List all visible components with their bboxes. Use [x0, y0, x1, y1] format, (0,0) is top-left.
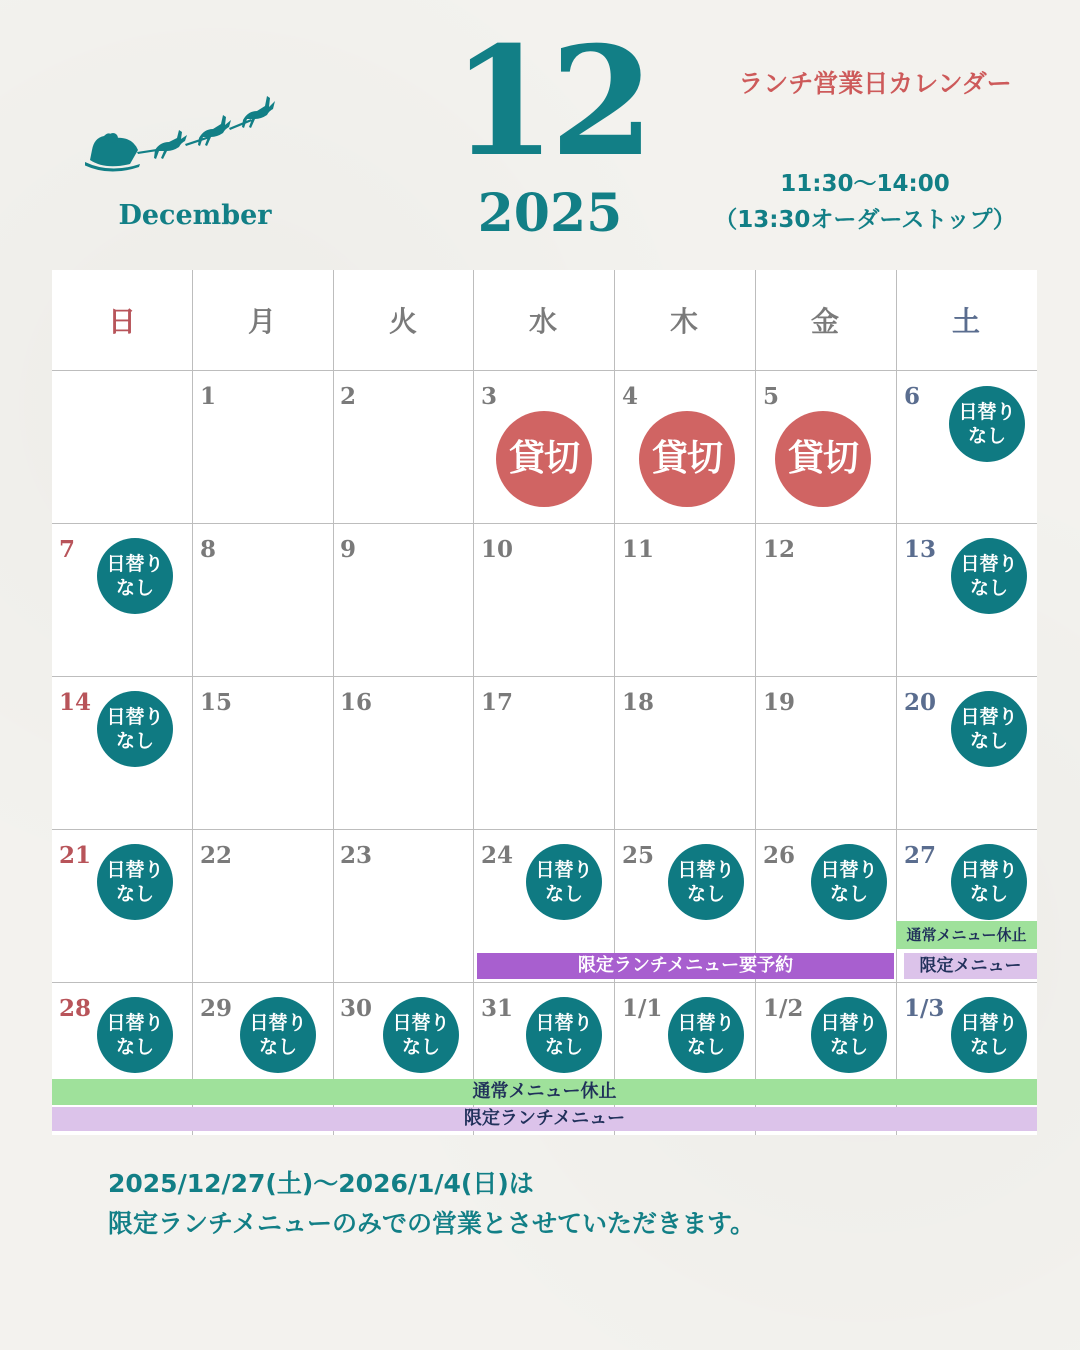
weekday-friday: 金 — [810, 305, 839, 338]
no-daily-special-badge: 日替り なし — [811, 844, 887, 920]
day-number: 6 — [904, 383, 921, 410]
day-number: 7 — [59, 536, 76, 563]
no-daily-special-badge: 日替り なし — [526, 844, 602, 920]
business-hours — [680, 166, 1050, 238]
reserved-badge: 貸切 — [496, 411, 592, 507]
grid-line — [52, 370, 1037, 371]
month-number: 12 — [451, 14, 649, 190]
reserved-badge: 貸切 — [775, 411, 871, 507]
no-daily-special-badge: 日替り なし — [97, 538, 173, 614]
day-number: 25 — [622, 842, 655, 869]
day-number: 18 — [622, 689, 655, 716]
regular-menu-closed-bar: 通常メニュー休止 — [52, 1079, 1037, 1105]
no-daily-special-badge: 日替り なし — [949, 386, 1025, 462]
day-number: 1/1 — [622, 995, 663, 1022]
day-number: 30 — [340, 995, 373, 1022]
limited-menu-bar: 限定メニュー — [904, 953, 1037, 979]
grid-line — [52, 523, 1037, 524]
day-number: 1 — [200, 383, 217, 410]
weekday-thursday: 木 — [669, 305, 698, 338]
day-number: 29 — [200, 995, 233, 1022]
grid-line — [52, 982, 1037, 983]
hours-last-order: （13:30オーダーストップ） — [714, 207, 1016, 233]
grid-line — [52, 829, 1037, 830]
day-number: 19 — [763, 689, 796, 716]
day-number: 3 — [481, 383, 498, 410]
no-daily-special-badge: 日替り なし — [951, 538, 1027, 614]
no-daily-special-badge: 日替り なし — [97, 844, 173, 920]
no-daily-special-badge: 日替り なし — [526, 997, 602, 1073]
no-daily-special-badge: 日替り なし — [811, 997, 887, 1073]
grid-line — [614, 270, 615, 1135]
calendar-subtitle: ランチ営業日カレンダー — [738, 69, 1012, 98]
regular-menu-closed-bar: 通常メニュー休止 — [896, 921, 1037, 949]
no-daily-special-badge: 日替り なし — [951, 691, 1027, 767]
grid-line — [192, 270, 193, 1135]
limited-lunch-menu-bar: 限定ランチメニュー — [52, 1107, 1037, 1131]
day-number: 15 — [200, 689, 233, 716]
day-number: 27 — [904, 842, 937, 869]
day-number: 17 — [481, 689, 514, 716]
reserved-badge: 貸切 — [639, 411, 735, 507]
day-number: 8 — [200, 536, 217, 563]
no-daily-special-badge: 日替り なし — [97, 691, 173, 767]
day-number: 16 — [340, 689, 373, 716]
day-number: 28 — [59, 995, 92, 1022]
no-daily-special-badge: 日替り なし — [240, 997, 316, 1073]
day-number: 21 — [59, 842, 92, 869]
grid-line — [333, 270, 334, 1135]
day-number: 5 — [763, 383, 780, 410]
weekday-wednesday: 水 — [528, 305, 557, 338]
weekday-sunday: 日 — [107, 305, 136, 338]
calendar-grid — [52, 270, 1037, 1135]
weekday-tuesday: 火 — [388, 305, 417, 338]
hours-time: 11:30〜14:00 — [780, 171, 950, 197]
no-daily-special-badge: 日替り なし — [383, 997, 459, 1073]
day-number: 4 — [622, 383, 639, 410]
day-number: 9 — [340, 536, 357, 563]
notice-line-description: 限定ランチメニューのみでの営業とさせていただきます。 — [108, 1209, 756, 1238]
day-number: 22 — [200, 842, 233, 869]
day-number: 13 — [904, 536, 937, 563]
day-number: 24 — [481, 842, 514, 869]
grid-line — [755, 270, 756, 1135]
weekday-saturday: 土 — [951, 305, 980, 338]
day-number: 1/3 — [904, 995, 945, 1022]
grid-line — [896, 270, 897, 1135]
no-daily-special-badge: 日替り なし — [951, 997, 1027, 1073]
day-number: 31 — [481, 995, 514, 1022]
notice-line-period: 2025/12/27(土)〜2026/1/4(日)は — [108, 1169, 534, 1198]
no-daily-special-badge: 日替り なし — [668, 844, 744, 920]
english-month-label: December — [118, 200, 272, 231]
day-number: 26 — [763, 842, 796, 869]
day-number: 11 — [622, 536, 655, 563]
santa-sleigh-reindeer-icon — [85, 88, 285, 183]
no-daily-special-badge: 日替り なし — [951, 844, 1027, 920]
day-number: 14 — [59, 689, 92, 716]
closing-notice — [108, 1164, 1008, 1244]
year-label: 2025 — [477, 183, 623, 244]
day-number: 23 — [340, 842, 373, 869]
weekday-monday: 月 — [247, 305, 276, 338]
day-number: 1/2 — [763, 995, 804, 1022]
day-number: 2 — [340, 383, 357, 410]
day-number: 12 — [763, 536, 796, 563]
limited-lunch-reservation-bar: 限定ランチメニュー要予約 — [477, 953, 894, 979]
day-number: 20 — [904, 689, 937, 716]
day-number: 10 — [481, 536, 514, 563]
no-daily-special-badge: 日替り なし — [668, 997, 744, 1073]
grid-line — [473, 270, 474, 1135]
grid-line — [52, 676, 1037, 677]
no-daily-special-badge: 日替り なし — [97, 997, 173, 1073]
